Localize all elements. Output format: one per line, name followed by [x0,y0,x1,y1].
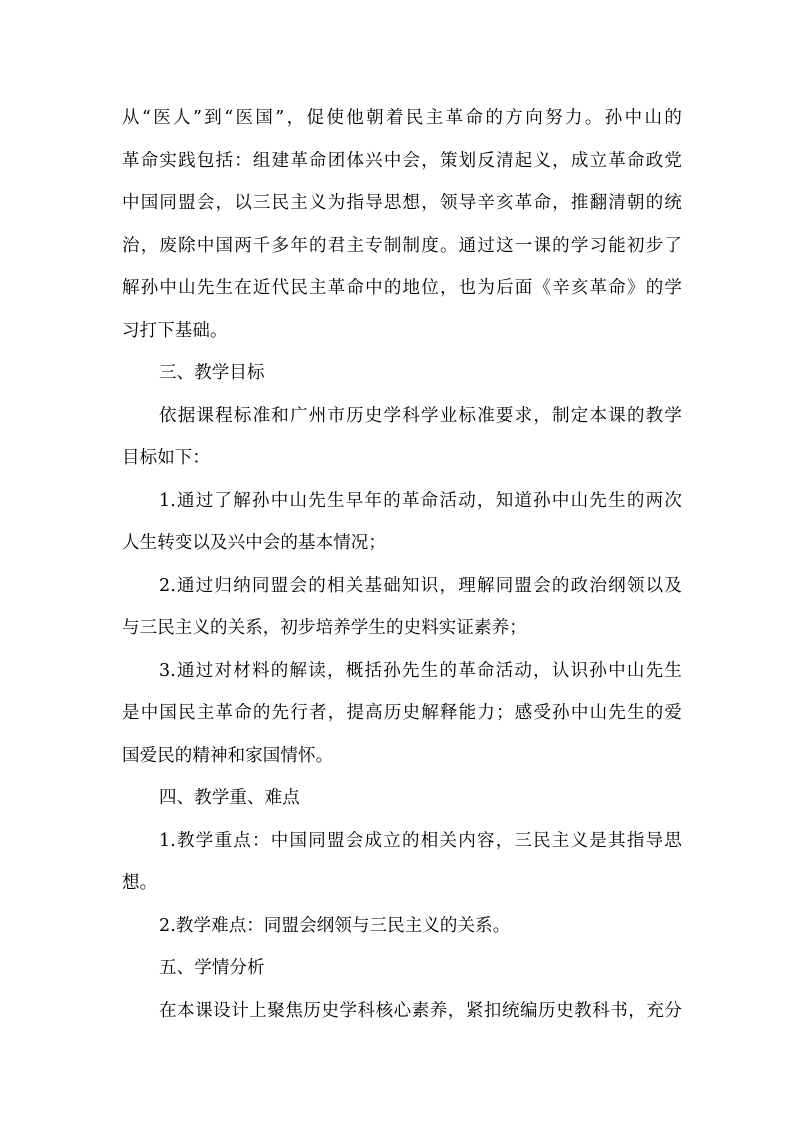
document-body [122,97,682,1032]
section-heading: 四、教学重、难点 [159,788,300,808]
list-item-line: 国爱民的精神和家国情怀。 [122,745,334,766]
list-item-line: 1.教学重点：中国同盟会成立的相关内容，三民主义是其指导思 [159,830,682,851]
paragraph-line: 依据课程标准和广州市历史学科学业标准要求，制定本课的教学 [159,405,682,426]
list-item-line: 人生转变以及兴中会的基本情况； [122,533,386,553]
paragraph-line: 解孙中山先生在近代民主革命中的地位，也为后面《辛亥革命》的学 [122,278,682,298]
paragraph-line: 目标如下： [122,448,210,468]
paragraph-line: 在本课设计上聚焦历史学科核心素养，紧扣统编历史教科书，充分 [159,1000,682,1021]
list-item-line: 是中国民主革命的先行者，提高历史解释能力；感受孙中山先生的爱 [122,703,682,723]
list-item-line: 与三民主义的关系，初步培养学生的史料实证素养； [122,618,527,638]
list-item-line: 3.通过对材料的解读，概括孙先生的革命活动，认识孙中山先生 [159,660,682,681]
paragraph-line: 习打下基础。 [122,320,228,341]
section-heading: 三、教学目标 [159,363,265,383]
list-item-line: 想。 [122,873,158,893]
paragraph-line: 从“医人”到“医国”，促使他朝着民主革命的方向努力。孙中山的 [122,108,682,128]
list-item-line: 1.通过了解孙中山先生早年的革命活动，知道孙中山先生的两次 [159,490,682,511]
paragraph-line: 革命实践包括：组建革命团体兴中会，策划反清起义，成立革命政党 [122,150,682,171]
paragraph-line: 治，废除中国两千多年的君主专制制度。通过这一课的学习能初步了 [122,235,682,256]
list-item-line: 2.教学难点：同盟会纲领与三民主义的关系。 [159,915,511,936]
paragraph-line: 中国同盟会，以三民主义为指导思想，领导辛亥革命，推翻清朝的统 [122,193,682,213]
section-heading: 五、学情分析 [159,958,265,978]
list-item-line: 2.通过归纳同盟会的相关基础知识，理解同盟会的政治纲领以及 [159,575,682,596]
